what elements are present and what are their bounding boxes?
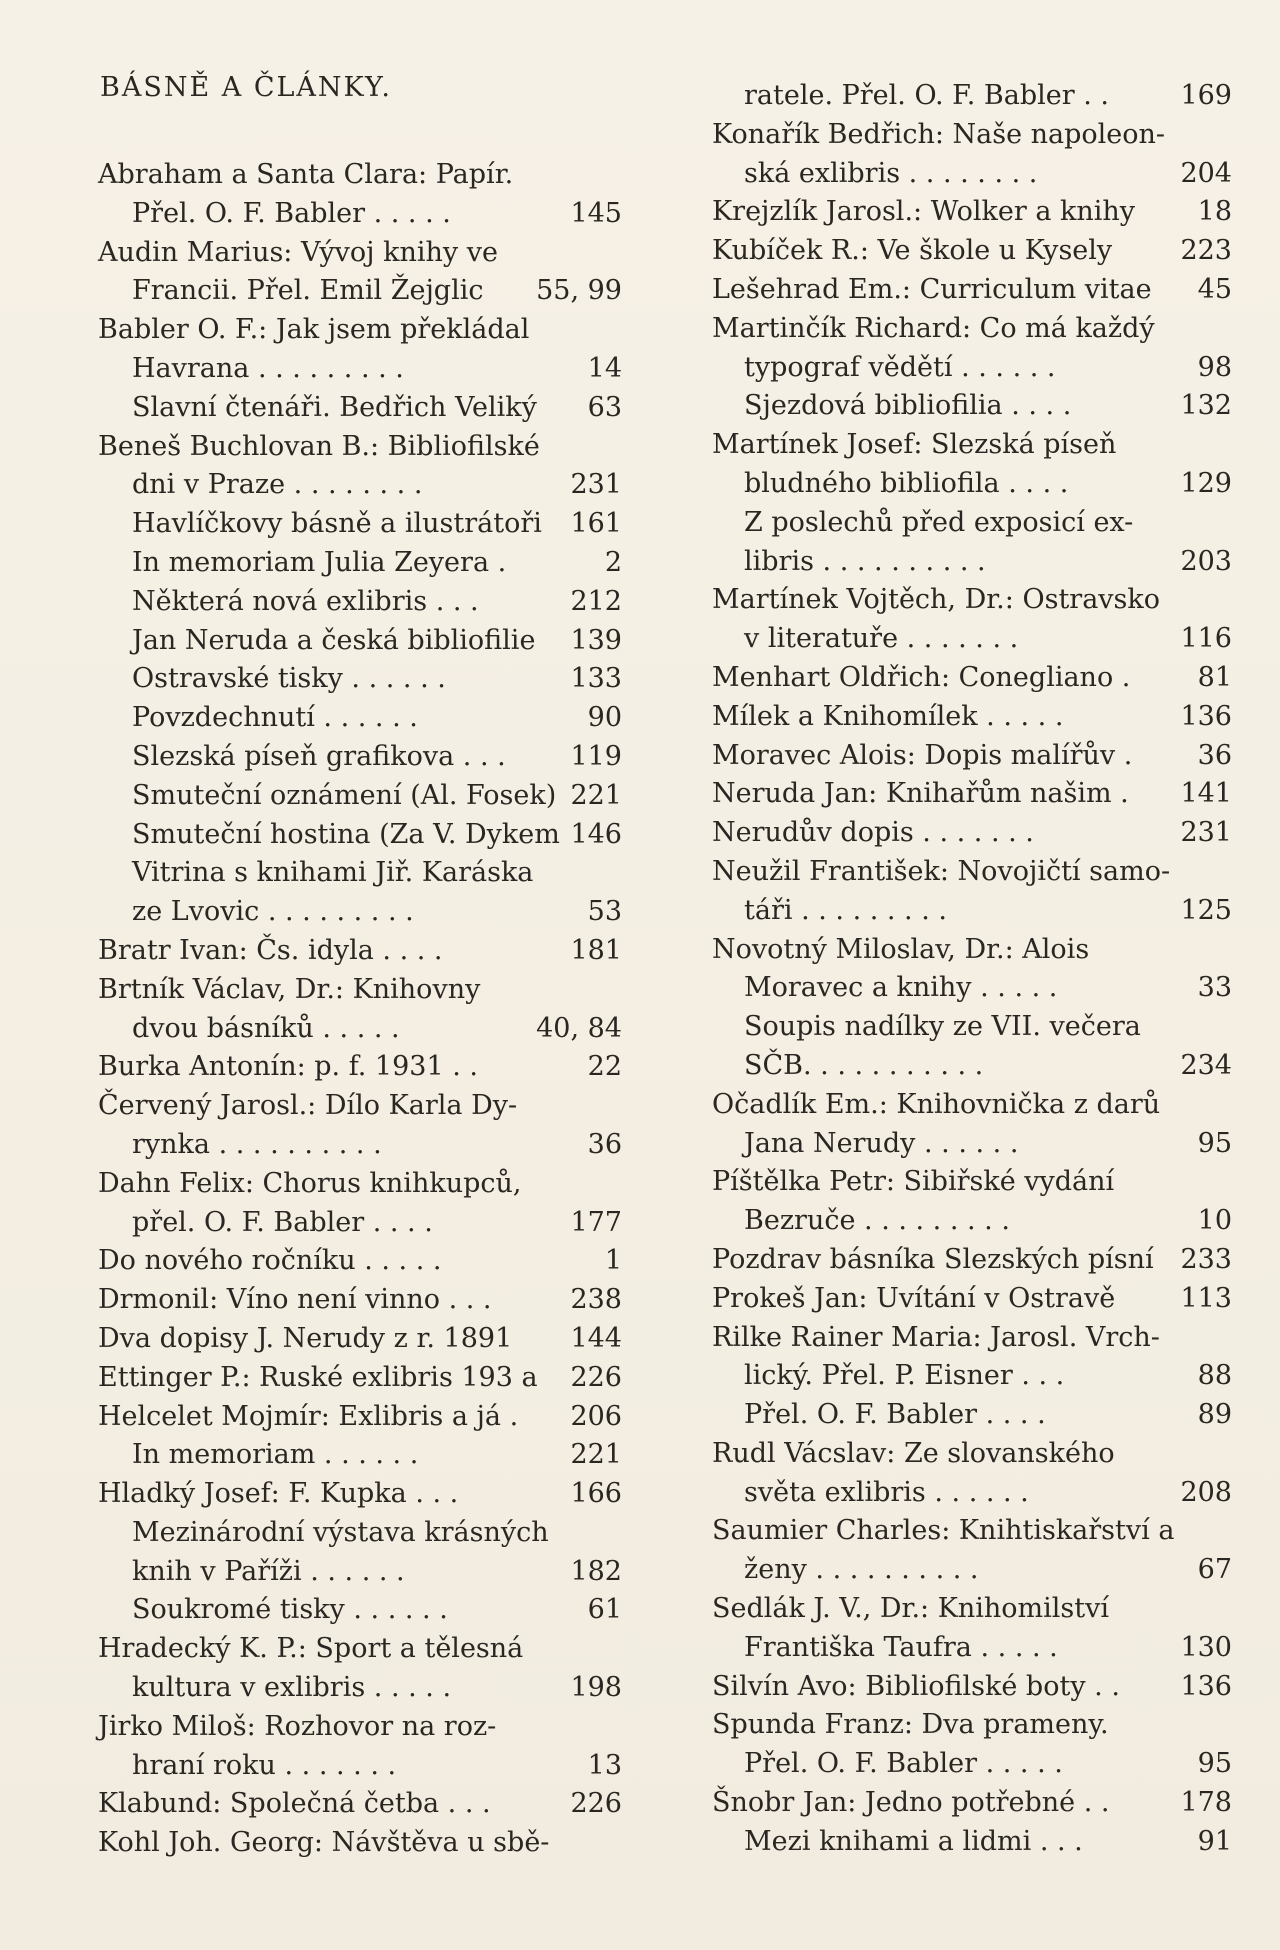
index-entry [98, 1281, 622, 1320]
entry-text: Francii. Přel. Emil Žejglic [132, 275, 484, 307]
index-entry [712, 349, 1232, 388]
entry-text: Mezi knihami a lidmi . . . [744, 1825, 1083, 1857]
index-entry [98, 1010, 622, 1049]
entry-page-number: 182 [570, 1555, 622, 1587]
entry-text: Lešehrad Em.: Curriculum vitae [712, 273, 1152, 305]
entry-text: Smuteční oznámení (Al. Fosek) [132, 779, 557, 811]
entry-text: dni v Praze . . . . . . . . [132, 469, 423, 501]
entry-page-number: 55, 99 [536, 275, 622, 307]
entry-page-number: 18 [1197, 196, 1232, 228]
entry-text: SČB. . . . . . . . . . . [744, 1049, 984, 1081]
index-entry [98, 1514, 622, 1553]
entry-text: Mílek a Knihomílek . . . . . [712, 700, 1064, 732]
entry-text: Martínek Vojtěch, Dr.: Ostravsko [712, 584, 1161, 616]
entry-text: Soukromé tisky . . . . . . [132, 1594, 448, 1626]
index-entry [712, 1823, 1232, 1862]
index-entry [712, 1629, 1232, 1668]
entry-page-number: 95 [1197, 1127, 1232, 1159]
entry-text: lický. Přel. P. Eisner . . . [744, 1360, 1065, 1392]
index-entry [712, 77, 1232, 116]
index-entry [712, 1319, 1232, 1358]
index-entry [712, 1241, 1232, 1280]
index-entry [98, 660, 622, 699]
entry-text: Smuteční hostina (Za V. Dykem [132, 818, 560, 850]
index-entry [712, 1435, 1232, 1474]
entry-text: Píštělka Petr: Sibiřské vydání [712, 1166, 1115, 1198]
index-entry [712, 543, 1232, 582]
entry-text: bludného bibliofila . . . . [744, 467, 1069, 499]
entry-page-number: 169 [1180, 80, 1232, 111]
entry-page-number: 14 [587, 352, 622, 384]
entry-text: Nerudův dopis . . . . . . . [712, 817, 1034, 849]
entry-text: knih v Paříži . . . . . . [132, 1555, 405, 1587]
entry-text: Martínek Josef: Slezská píseň [712, 429, 1117, 461]
index-entry [712, 193, 1232, 232]
index-entry [712, 853, 1232, 892]
entry-text: Přel. O. F. Babler . . . . [744, 1399, 1046, 1431]
entry-text: Hradecký K. P.: Sport a tělesná [98, 1633, 524, 1665]
entry-text: Červený Jarosl.: Dílo Karla Dy- [98, 1090, 518, 1122]
entry-text: táři . . . . . . . . . [744, 894, 947, 926]
entry-page-number: 129 [1180, 467, 1232, 499]
entry-page-number: 226 [570, 1788, 622, 1820]
entry-text: Silvín Avo: Bibliofilské boty . . [712, 1670, 1120, 1702]
index-entry [98, 311, 622, 350]
entry-page-number: 208 [1180, 1476, 1232, 1508]
index-entry [98, 622, 622, 661]
entry-text: Prokeš Jan: Uvítání v Ostravě [712, 1282, 1116, 1314]
entry-text: Pozdrav básníka Slezských písní [712, 1243, 1154, 1275]
index-entry [98, 1747, 622, 1786]
entry-text: Jan Neruda a česká bibliofilie [132, 624, 536, 656]
entry-text: libris . . . . . . . . . . [744, 545, 986, 577]
entry-text: ratele. Přel. O. F. Babler . . [744, 80, 1109, 111]
entry-text: Beneš Buchlovan B.: Bibliofilské [98, 430, 540, 462]
index-entry [98, 1591, 622, 1630]
entry-page-number: 13 [587, 1749, 622, 1781]
entry-text: Neužil František: Novojičtí samo- [712, 855, 1171, 887]
entry-page-number: 226 [570, 1361, 622, 1393]
entry-text: Moravec Alois: Dopis malířův . [712, 739, 1133, 771]
index-entry [98, 777, 622, 816]
entry-page-number: 88 [1197, 1360, 1232, 1392]
entry-page-number: 141 [1180, 778, 1232, 810]
index-entry [712, 504, 1232, 543]
entry-text: Slavní čtenáři. Bedřich Veliký [132, 391, 537, 423]
entry-page-number: 40, 84 [536, 1012, 622, 1044]
entry-page-number: 81 [1197, 661, 1232, 693]
index-entry [712, 1551, 1232, 1590]
entry-text: Burka Antonín: p. f. 1931 . . [98, 1051, 478, 1083]
entry-text: Povzdechnutí . . . . . . [132, 702, 418, 734]
entry-text: Klabund: Společná četba . . . [98, 1788, 491, 1820]
index-entry [98, 1204, 622, 1243]
entry-text: Ettinger P.: Ruské exlibris 193 a [98, 1361, 538, 1393]
entry-text: Havrana . . . . . . . . . [132, 352, 404, 384]
entry-text: Helcelet Mojmír: Exlibris a já . [98, 1400, 519, 1432]
entry-page-number: 231 [1180, 817, 1232, 849]
index-entry [712, 426, 1232, 465]
index-entry [98, 195, 622, 234]
index-entry [98, 505, 622, 544]
entry-page-number: 63 [587, 391, 622, 423]
entry-page-number: 144 [570, 1322, 622, 1354]
entry-page-number: 203 [1180, 545, 1232, 577]
index-entry [98, 1824, 622, 1863]
entry-text: typograf vědětí . . . . . . [744, 351, 1056, 383]
entry-page-number: 61 [587, 1594, 622, 1626]
index-entry [98, 1398, 622, 1437]
entry-page-number: 36 [587, 1128, 622, 1160]
entry-text: Menhart Oldřich: Conegliano . [712, 661, 1131, 693]
entry-text: Spunda Franz: Dva prameny. [712, 1709, 1109, 1741]
index-entry [712, 1125, 1232, 1164]
entry-text: Vitrina s knihami Jiř. Karáska [132, 857, 534, 889]
section-heading: BÁSNĚ A ČLÁNKY. [100, 72, 392, 103]
index-entry [98, 1630, 622, 1669]
index-entry [98, 932, 622, 971]
entry-page-number: 90 [587, 702, 622, 734]
index-entry [712, 775, 1232, 814]
index-entry [712, 1280, 1232, 1319]
entry-text: In memoriam . . . . . . [132, 1439, 419, 1471]
entry-page-number: 95 [1197, 1748, 1232, 1780]
index-entry [712, 892, 1232, 931]
entry-text: v literatuře . . . . . . . [744, 623, 1019, 655]
index-entry [98, 1242, 622, 1281]
index-entry [98, 389, 622, 428]
entry-page-number: 45 [1197, 273, 1232, 305]
entry-text: Jirko Miloš: Rozhovor na roz- [98, 1710, 497, 1742]
entry-text: Z poslechů před exposicí ex- [744, 506, 1134, 538]
entry-page-number: 91 [1197, 1825, 1232, 1857]
entry-text: Drmonil: Víno není vinno . . . [98, 1284, 492, 1316]
entry-text: Některá nová exlibris . . . [132, 585, 479, 617]
entry-text: ženy . . . . . . . . . . [744, 1554, 979, 1586]
entry-text: Ostravské tisky . . . . . . [132, 663, 446, 695]
index-entry [98, 1436, 622, 1475]
index-entry [712, 698, 1232, 737]
entry-page-number: 130 [1180, 1631, 1232, 1663]
entry-page-number: 221 [570, 1439, 622, 1471]
entry-page-number: 234 [1180, 1049, 1232, 1081]
entry-page-number: 233 [1180, 1243, 1232, 1275]
entry-page-number: 221 [570, 779, 622, 811]
entry-text: přel. O. F. Babler . . . . [132, 1206, 433, 1238]
index-entry [98, 234, 622, 273]
index-entry [98, 1785, 622, 1824]
entry-text: dvou básníků . . . . . [132, 1012, 400, 1044]
entry-text: Hladký Josef: F. Kupka . . . [98, 1478, 459, 1510]
index-entry [712, 814, 1232, 853]
index-entry [712, 1396, 1232, 1435]
entry-page-number: 119 [570, 740, 622, 772]
entry-text: Audin Marius: Vývoj knihy ve [98, 236, 498, 268]
entry-text: Jana Nerudy . . . . . . [744, 1127, 1019, 1159]
index-entry [712, 1008, 1232, 1047]
entry-page-number: 181 [570, 934, 622, 966]
entry-page-number: 212 [570, 585, 622, 617]
entry-page-number: 53 [587, 896, 622, 928]
entry-text: Neruda Jan: Knihařům našim . [712, 778, 1129, 810]
entry-text: rynka . . . . . . . . . . [132, 1128, 382, 1160]
index-entry [712, 1163, 1232, 1202]
entry-page-number: 89 [1197, 1399, 1232, 1431]
entry-text: Bezruče . . . . . . . . . [744, 1205, 1010, 1237]
index-entry [712, 620, 1232, 659]
entry-page-number: 231 [570, 469, 622, 501]
entry-text: Saumier Charles: Knihtiskařství a [712, 1515, 1175, 1547]
index-entry [712, 581, 1232, 620]
entry-page-number: 146 [570, 818, 622, 850]
entry-page-number: 223 [1180, 235, 1232, 267]
entry-text: Františka Taufra . . . . . [744, 1631, 1058, 1663]
entry-page-number: 198 [570, 1672, 622, 1704]
entry-page-number: 178 [1180, 1787, 1232, 1819]
entry-text: Sedlák J. V., Dr.: Knihomilství [712, 1593, 1110, 1625]
entry-text: kultura v exlibris . . . . . [132, 1672, 452, 1704]
entry-page-number: 238 [570, 1284, 622, 1316]
entry-page-number: 22 [587, 1051, 622, 1083]
entry-text: Konařík Bedřich: Naše napoleon- [712, 118, 1166, 150]
entry-page-number: 136 [1180, 700, 1232, 732]
index-entry [98, 1669, 622, 1708]
entry-page-number: 113 [1180, 1282, 1232, 1314]
entry-text: Bratr Ivan: Čs. idyla . . . . [98, 934, 443, 966]
index-entry [712, 1474, 1232, 1513]
index-entry [98, 1087, 622, 1126]
entry-text: Soupis nadílky ze VII. večera [744, 1011, 1141, 1043]
entry-page-number: 10 [1197, 1205, 1232, 1237]
entry-text: Do nového ročníku . . . . . [98, 1245, 442, 1277]
index-entry [98, 466, 622, 505]
index-entry [98, 893, 622, 932]
index-entry [712, 155, 1232, 194]
index-entry [98, 1475, 622, 1514]
index-entry [98, 544, 622, 583]
entry-text: Moravec a knihy . . . . . [744, 972, 1058, 1004]
entry-text: Havlíčkovy básně a ilustrátoři [132, 508, 542, 540]
entry-text: Slezská píseň grafikova . . . [132, 740, 506, 772]
entry-text: Novotný Miloslav, Dr.: Alois [712, 933, 1090, 965]
entry-page-number: 133 [570, 663, 622, 695]
entry-text: Dahn Felix: Chorus knihkupců, [98, 1167, 522, 1199]
index-entry [98, 854, 622, 893]
index-entry [712, 1668, 1232, 1707]
index-entry [98, 156, 622, 195]
index-entry [98, 971, 622, 1010]
entry-text: Mezinárodní výstava krásných [132, 1516, 549, 1548]
entry-text: ská exlibris . . . . . . . . [744, 157, 1038, 189]
entry-page-number: 206 [570, 1400, 622, 1432]
index-entry [98, 1126, 622, 1165]
entry-page-number: 145 [570, 197, 622, 229]
index-entry [98, 1708, 622, 1747]
entry-text: Dva dopisy J. Nerudy z r. 1891 [98, 1322, 513, 1354]
entry-text: Rilke Rainer Maria: Jarosl. Vrch- [712, 1321, 1160, 1353]
entry-page-number: 125 [1180, 894, 1232, 926]
entry-text: Krejzlík Jarosl.: Wolker a knihy [712, 196, 1136, 228]
index-entry [712, 116, 1232, 155]
entry-page-number: 33 [1197, 972, 1232, 1004]
entry-page-number: 204 [1180, 157, 1232, 189]
entry-text: Sjezdová bibliofilia . . . . [744, 390, 1072, 422]
index-entry [712, 1047, 1232, 1086]
entry-page-number: 132 [1180, 390, 1232, 422]
entry-text: ze Lvovic . . . . . . . . . [132, 896, 414, 928]
entry-text: hraní roku . . . . . . . [132, 1749, 397, 1781]
index-entry [712, 1512, 1232, 1551]
index-entry [712, 465, 1232, 504]
index-entry [98, 428, 622, 467]
entry-text: Očadlík Em.: Knihovnička z darů [712, 1088, 1161, 1120]
index-entry [98, 1048, 622, 1087]
entry-page-number: 166 [570, 1478, 622, 1510]
entry-text: Šnobr Jan: Jedno potřebné . . [712, 1787, 1110, 1819]
index-entry [98, 1165, 622, 1204]
index-entry [712, 232, 1232, 271]
entry-text: Brtník Václav, Dr.: Knihovny [98, 973, 481, 1005]
entry-text: Kubíček R.: Ve škole u Kysely [712, 235, 1113, 267]
entry-page-number: 136 [1180, 1670, 1232, 1702]
index-entry [712, 737, 1232, 776]
index-entry [712, 1202, 1232, 1241]
index-entry [98, 272, 622, 311]
entry-page-number: 177 [570, 1206, 622, 1238]
index-entry [712, 271, 1232, 310]
entry-page-number: 67 [1197, 1554, 1232, 1586]
index-entry [712, 1784, 1232, 1823]
entry-text: Přel. O. F. Babler . . . . . [744, 1748, 1063, 1780]
index-entry [712, 1706, 1232, 1745]
index-entry [98, 699, 622, 738]
entry-page-number: 116 [1180, 623, 1232, 655]
index-entry [712, 659, 1232, 698]
index-entry [98, 1359, 622, 1398]
entry-text: Kohl Joh. Georg: Návštěva u sbě- [98, 1827, 550, 1859]
index-entry [712, 1357, 1232, 1396]
index-entry [712, 310, 1232, 349]
entry-text: Přel. O. F. Babler . . . . . [132, 197, 451, 229]
entry-text: Babler O. F.: Jak jsem překládal [98, 314, 530, 346]
entry-page-number: 2 [604, 546, 622, 578]
entry-page-number: 36 [1197, 739, 1232, 771]
entry-page-number: 161 [570, 508, 622, 540]
index-entry [98, 350, 622, 389]
entry-page-number: 1 [604, 1245, 622, 1277]
index-entry [712, 931, 1232, 970]
index-entry [712, 387, 1232, 426]
right-index-column [712, 77, 1232, 1862]
index-entry [98, 1553, 622, 1592]
entry-text: Rudl Vácslav: Ze slovanského [712, 1437, 1115, 1469]
index-entry [712, 1590, 1232, 1629]
index-entry [98, 816, 622, 855]
entry-page-number: 139 [570, 624, 622, 656]
entry-text: In memoriam Julia Zeyera . [132, 546, 507, 578]
entry-text: světa exlibris . . . . . . [744, 1476, 1029, 1508]
entry-page-number: 98 [1197, 351, 1232, 383]
index-entry [712, 1745, 1232, 1784]
index-entry [98, 738, 622, 777]
entry-text: Abraham a Santa Clara: Papír. [98, 159, 514, 190]
index-entry [98, 583, 622, 622]
index-entry [712, 1086, 1232, 1125]
index-entry [98, 1320, 622, 1359]
left-index-column [98, 156, 622, 1863]
index-entry [712, 969, 1232, 1008]
entry-text: Martinčík Richard: Co má každý [712, 312, 1155, 344]
